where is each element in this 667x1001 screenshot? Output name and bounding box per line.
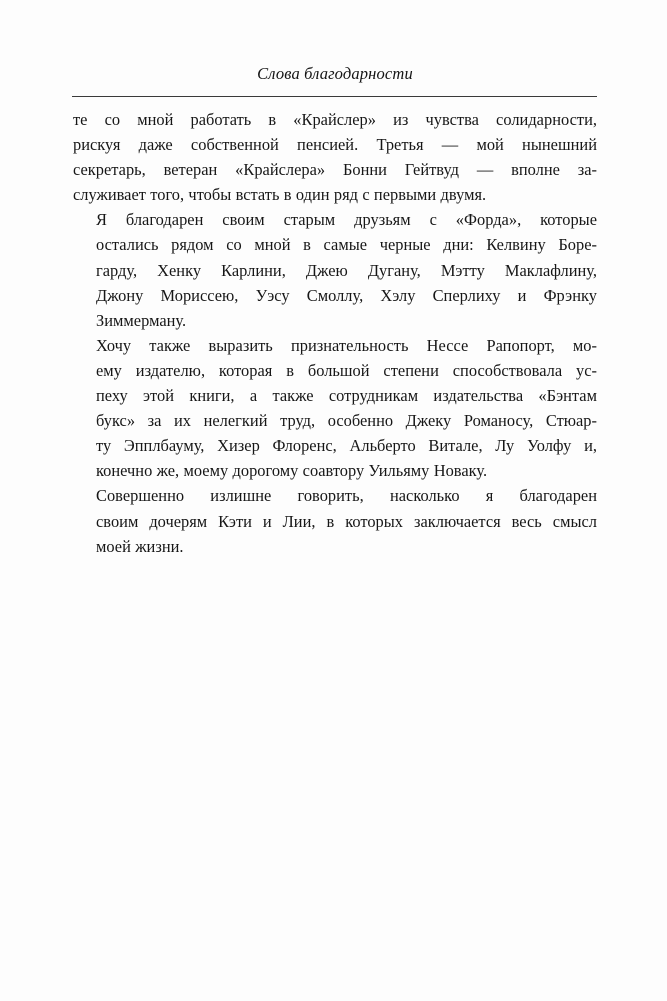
text-line: ему издателю, которая в большой степени способствовала ус-: [96, 360, 597, 380]
text-line: своим дочерям Кэти и Лии, в которых заключается весь смысл: [96, 511, 597, 531]
text-line: те со мной работать в «Крайслер» из чувства солидарности,: [73, 110, 597, 129]
text-line: букс» за их нелегкий труд, особенно Джеку Романосу, Стюар-: [96, 411, 597, 431]
paragraph-2: [73, 207, 597, 332]
text-line: гарду, Хенку Карлини, Джею Дугану, Мэтту Маклафлину,: [96, 260, 597, 280]
text-line: ту Эпплбауму, Хизер Флоренс, Альберто Витале, Лу Уолфу и,: [96, 436, 597, 456]
paragraph-4: [73, 483, 597, 558]
text-line: Зиммерману.: [96, 310, 187, 330]
text-line: Хочу также выразить признательность Нессе Рапопорт, мо-: [96, 335, 597, 355]
text-line: Джону Мориссею, Уэсу Смоллу, Хэлу Сперлиху и Фрэнку: [96, 285, 597, 305]
text-line: конечно же, моему дорогому соавтору Уильяму Новаку.: [96, 461, 488, 481]
text-line: рискуя даже собственной пенсией. Третья — мой нынешний: [73, 135, 597, 155]
running-head-title: Слова благодарности: [257, 64, 413, 83]
body-text-block: [73, 107, 597, 559]
paragraph-3: [73, 333, 597, 484]
text-line: служивает того, чтобы встать в один ряд с первыми двумя.: [73, 185, 487, 205]
text-line: остались рядом со мной в самые черные дни: Келвину Боре-: [96, 235, 597, 255]
text-line: пеху этой книги, а также сотрудникам издательства «Бэнтам: [96, 386, 597, 406]
running-head-rule: [72, 96, 597, 97]
text-line: Совершенно излишне говорить, насколько я благодарен: [96, 486, 597, 506]
paragraph-1: [73, 107, 597, 207]
text-line: моей жизни.: [96, 536, 184, 556]
text-line: Я благодарен своим старым друзьям с «Форда», которые: [96, 210, 597, 230]
text-line: секретарь, ветеран «Крайслера» Бонни Гейтвуд — вполне за-: [73, 160, 597, 180]
